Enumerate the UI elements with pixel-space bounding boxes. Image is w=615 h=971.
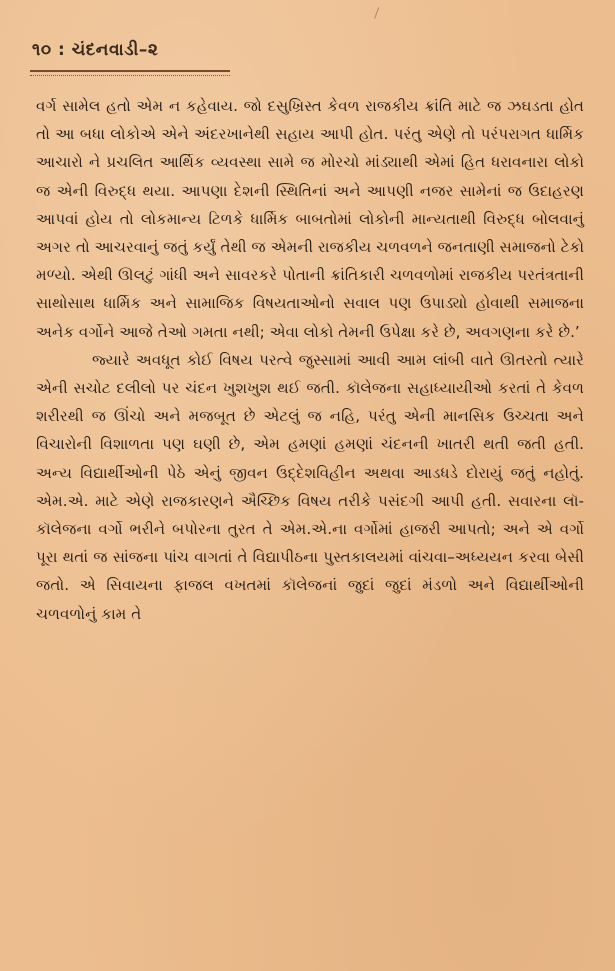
running-head: ૧૦ : ચંદનવાડી–૨ [32, 40, 159, 60]
header-rule [30, 70, 230, 72]
paragraph-2: જ્યારે અવધૂત કોઈ વિષય પરત્વે જુસ્સામાં આવી આમ લાંબી વાતે ઊતરતો ત્યારે એની સચોટ દલીલો પર ચંદન ખુશખુશ થઈ જતી. કૉલેજના સહાધ્યાયીઓ કરતાં તે કેવળ શરીરથી જ ઊંચો અને મજબૂત છે એટલું જ નહિ, પરંતુ એની માનસિક ઉચ્ચતા અને વિચારોની વિશાળતા પણ ઘણી છે, એમ હમણાં હમણાં ચંદનની ખાતરી થતી જતી હતી. અન્ય વિદ્યાર્થીઓની પેઠે એનું જીવન ઉદ્દેશવિહીન અથવા આડધડે દોરાયું જતું નહોતું. એમ.એ. માટે એણે રાજકારણને ઐચ્છિક વિષય તરીકે પસંદગી આપી હતી. સવારના લૉ-કૉલેજના વર્ગો ભરીને બપોરના તુરત તે એમ.એ.ના વર્ગોમાં હાજરી આપતો; અને એ વર્ગો પૂરા થતાં જ સાંજના પાંચ વાગતાં તે વિદ્યાપીઠના પુસ્તકાલયમાં વાંચવા–અધ્યયન કરવા બેસી જતો. એ સિવાયના ફાજલ વખતમાં કૉલેજનાં જુદાં જુદાં મંડળો અને વિદ્યાર્થીઓની ચળવળોનું કામ તે [36, 350, 584, 623]
paragraph-1: વર્ગ સામેલ હતો એમ ન કહેવાય. જો દસુખ્રિસ્ત કેવળ રાજકીય ક્રાંતિ માટે જ ઝઘડતા હોત તો આ બધા લોકોએ એને અંદરખાનેથી સહાય આપી હોત. પરંતુ એણે તો પરંપરાગત ધાર્મિક આચારો ને પ્રચલિત આર્થિક વ્યવસ્થા સામે જ મોરચો માંડ્યાથી એમાં હિત ધરાવનારા લોકો જ એની વિરુદ્ધ થયા. આપણા દેશની સ્થિતિનાં અને આપણી નજર સામેનાં જ ઉદાહરણ આપવાં હોય તો લોકમાન્ય ટિળકે ધાર્મિક બાબતોમાં લોકોની માન્યતાથી વિરુદ્ધ બોલવાનું અગર તો આચરવાનું જતું કર્યું તેથી જ એમની રાજકીય ચળવળને જનતાણી સમાજનો ટેકો મળ્યો. એથી ઊલટું ગાંધી અને સાવરકરે પોતાની ક્રાંતિકારી ચળવળોમાં રાજકીય પરતંત્રતાની સાથોસાથ ધાર્મિક અને સામાજિક વિષયતાઓનો સવાલ પણ ઉપાડ્યો હોવાથી સમાજના અનેક વર્ગોને આજે તેઓ ગમતા નથી; એવા લોકો તેમની ઉપેક્ષા કરે છે, અવગણના કરે છે.’ [36, 97, 584, 341]
body-text [36, 92, 584, 628]
pencil-mark [374, 7, 385, 21]
